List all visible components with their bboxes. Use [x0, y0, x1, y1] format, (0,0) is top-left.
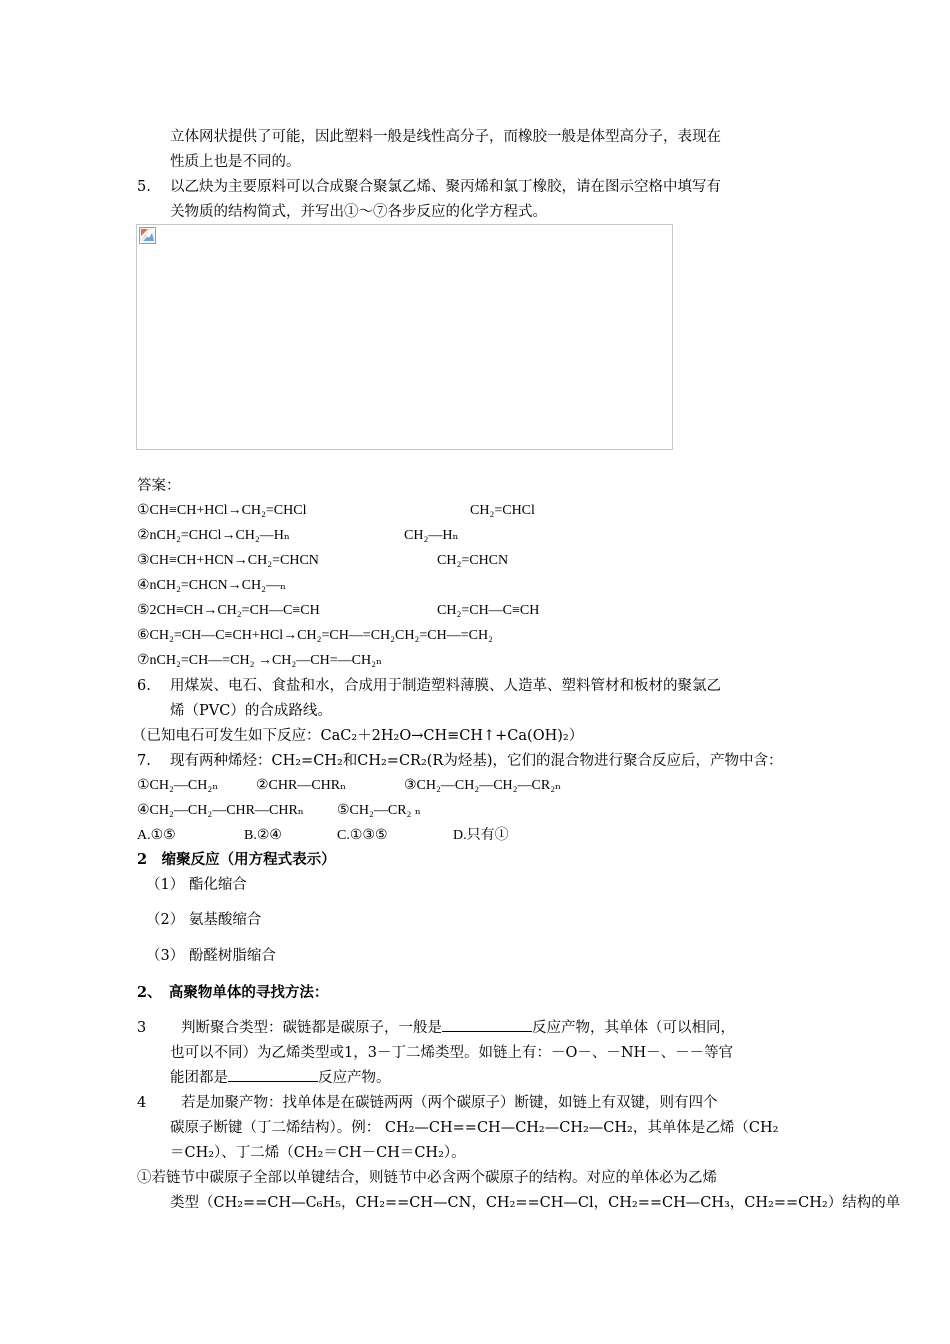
- q7-number: 7.: [137, 753, 151, 769]
- answer-label: 答案：: [137, 478, 181, 494]
- answer-eq-2: ②nCH₂=CHCl→CH₂—Hₙ: [137, 528, 290, 543]
- polycondensation-item-2: （2） 氨基酸缩合: [146, 912, 262, 928]
- q7-item-2: ②CHR—CHRₙ: [256, 778, 347, 793]
- section-monomer-title: 2、 高聚物单体的寻找方法：: [137, 984, 329, 1001]
- answer-note-3: CH₂=CHCN: [437, 553, 509, 568]
- p3-line-3-b: 反应产物。: [318, 1070, 391, 1086]
- p3-number: 3: [137, 1020, 147, 1036]
- q7-line-1: 现有两种烯烃：CH₂=CH₂和CH₂=CR₂(R为烃基)，它们的混合物进行聚合反应后，产物中含：: [170, 753, 783, 769]
- p3-line-1-a: 判断聚合类型：碳链都是碳原子，一般是: [181, 1020, 442, 1036]
- p5-line-1: ①若链节中碳原子全部以单键结合，则链节中必含两个碳原子的结构。对应的单体必为乙烯: [137, 1170, 717, 1186]
- answer-note-1: CH₂=CHCl: [470, 503, 535, 518]
- broken-image-placeholder: [136, 224, 673, 450]
- q7-option-d: D.只有①: [453, 828, 509, 843]
- p4-line-1: 若是加聚产物：找单体是在碳链两两（两个碳原子）断键，如链上有双键，则有四个: [181, 1095, 718, 1111]
- q7-item-5: ⑤CH₂—CR₂ ₙ: [337, 803, 421, 818]
- section-polycondensation-title: 2 缩聚反应（用方程式表示）: [137, 851, 336, 868]
- p3-line-1-b: 反应产物，其单体（可以相同，: [532, 1020, 735, 1036]
- answer-eq-3: ③CH≡CH+HCN→CH₂=CHCN: [137, 553, 319, 568]
- p4-number: 4: [137, 1095, 147, 1111]
- q5-line-2: 关物质的结构简式，并写出①～⑦各步反应的化学方程式。: [170, 204, 547, 220]
- p3-line-1: [181, 1017, 735, 1039]
- q6-number: 6.: [137, 678, 151, 694]
- fill-blank-1[interactable]: [442, 1017, 532, 1032]
- answer-note-5: CH₂=CH—C≡CH: [437, 603, 540, 618]
- q7-item-4: ④CH₂—CH₂—CHR—CHRₙ: [137, 803, 304, 818]
- p3-line-3-a: 能团都是: [170, 1070, 228, 1086]
- q6-line-1: 用煤炭、电石、食盐和水，合成用于制造塑料薄膜、人造革、塑料管材和板材的聚氯乙: [170, 678, 721, 694]
- answer-eq-4: ④nCH₂=CHCN→CH₂—ₙ: [137, 578, 287, 593]
- answer-eq-5: ⑤2CH≡CH→CH₂=CH—C≡CH: [137, 603, 320, 618]
- q7-option-a: A.①⑤: [137, 828, 176, 843]
- answer-eq-6: ⑥CH₂=CH—C≡CH+HCl→CH₂=CH—=CH₂CH₂=CH—=CH₂: [137, 628, 493, 643]
- q6-line-2: 烯（PVC）的合成路线。: [170, 703, 332, 719]
- p5-line-2: 类型（CH₂==CH—C₆H₅，CH₂==CH—CN，CH₂==CH—Cl，CH₂==CH—CH₃，CH₂==CH₂）结构的单: [170, 1195, 901, 1211]
- q7-option-c: C.①③⑤: [337, 828, 388, 843]
- polycondensation-item-3: （3） 酚醛树脂缩合: [146, 948, 276, 964]
- p4-line-3: ＝CH₂）、丁二烯（CH₂＝CH－CH＝CH₂）。: [170, 1145, 466, 1161]
- p3-line-2: 也可以不同）为乙烯类型或1，3－丁二烯类型。如链上有：－O－、－NH－、－－等官: [170, 1045, 734, 1061]
- answer-eq-1: ①CH≡CH+HCl→CH₂=CHCl: [137, 503, 307, 518]
- intro-line-2: 性质上也是不同的。: [170, 154, 301, 170]
- answer-note-2: CH₂—Hₙ: [404, 528, 459, 543]
- broken-image-icon: [139, 227, 156, 244]
- q7-option-b: B.②④: [244, 828, 282, 843]
- polycondensation-item-1: （1） 酯化缩合: [146, 877, 247, 893]
- q7-item-1: ①CH₂—CH₂ₙ: [137, 778, 219, 793]
- fill-blank-2[interactable]: [228, 1067, 318, 1082]
- q7-item-3: ③CH₂—CH₂—CH₂—CR₂ₙ: [404, 778, 562, 793]
- intro-line-1: 立体网状提供了可能，因此塑料一般是线性高分子，而橡胶一般是体型高分子，表现在: [170, 129, 721, 145]
- p4-line-2: 碳原子断键（丁二烯结构）。例： CH₂—CH==CH—CH₂—CH₂—CH₂，其单体是乙烯（CH₂: [170, 1120, 779, 1136]
- q5-line-1: 以乙炔为主要原料可以合成聚合聚氯乙烯、聚丙烯和氯丁橡胶，请在图示空格中填写有: [170, 179, 721, 195]
- p3-line-3: [170, 1067, 391, 1089]
- q5-number: 5.: [137, 179, 151, 195]
- q6-line-3: （已知电石可发生如下反应：CaC₂＋2H₂O→CH≡CH↑+Ca(OH)₂）: [132, 728, 584, 744]
- answer-eq-7: ⑦nCH₂=CH—=CH₂ →CH₂—CH=—CH₂ₙ: [137, 653, 383, 668]
